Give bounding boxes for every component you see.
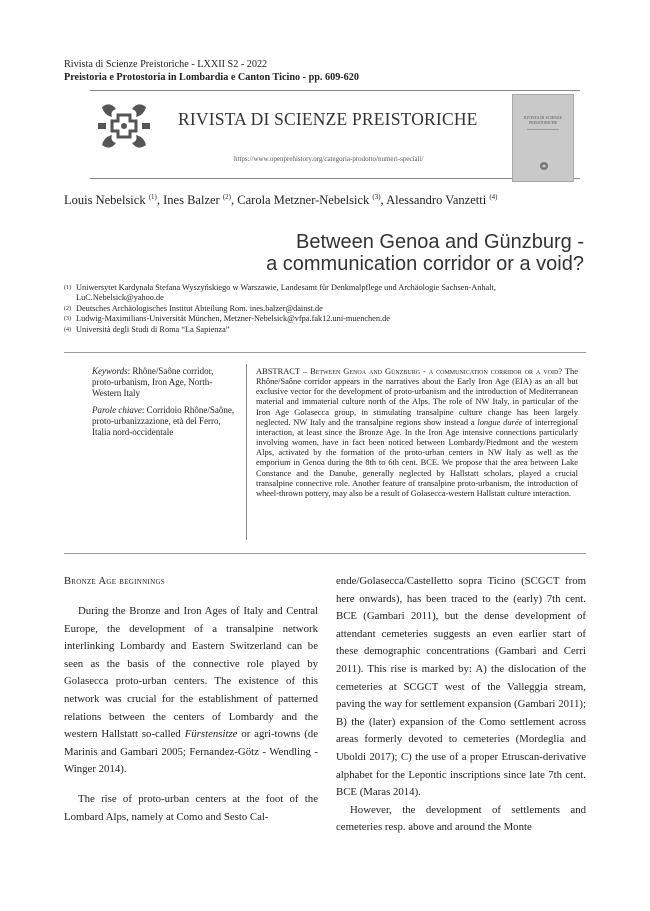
journal-cover-thumbnail bbox=[512, 94, 574, 182]
keywords-block bbox=[92, 366, 236, 445]
affiliation-item: (4) Università degli Studi di Roma “La Sapienza” bbox=[64, 324, 230, 334]
keywords-it: Parole chiave: Corridoio Rhône/Saône, proto-urbanizzazione, età del Ferro, Italia nord-occidentale bbox=[92, 405, 235, 438]
article-title-line: Between Genoa and Günzburg - bbox=[296, 231, 584, 253]
body-paragraph: ende/Golasecca/Castelletto sopra Ticino (SCGCT from here onwards), has been traced to the (early) 7th cent. BCE (Gambari 2011), but the dense development of attendant cemeteries suggests an even earlier start of these demographic concentrations (Gambari and Cerri 2011). This rise is marked by: A) the dislocation of the cemeteries at SCGCT west of the Valleggia stream, paving the way for settlement expansion (Gambari 2011); B) the (later) expansion of the Como settlement across areas formerly devoted to cemeteries (Mordeglia and Uboldi 2017); C) the use of a proper Etruscan-derivative alphabet for the Lepontic inscriptions since late 7th cent. BCE (Maras 2014). bbox=[336, 575, 586, 799]
knot-logo-icon bbox=[96, 101, 152, 151]
abstract-text: ABSTRACT – Between Genoa and Günzburg - a communication corridor or a void? The Rhône/Saône corridor appears in the narratives about the Early Iron Age (EIA) as an all but exclusive vector for the development of proto-urbanism and the introduction of Mediterranean material and immaterial culture north of the Alps. The role of NW Italy, in particular of the Iron Age Golasecca group, in stimulating transalpine culture change has been largely neglected. NW Italy and the transalpine regions show instead a longue durée of interregional interaction, at least since the Bronze Age. In the Iron Age intensive connections particularly involving women, have in fact been noticed between Lombardy/Piedmont and the western Alps, activated by the formation of the proto-urban centers in NW Italy as well as the emporium in Genoa during the 8th to 6th cent. BCE. We propose that the area between Lake Constance and the Danube, generally neglected by Hallstatt scholars, played a crucial transalpine connective role. Another feature of transalpine proto-urbanism, the introduction of wheel-thrown pottery, may also be a result of Golasecca-western Hallstatt culture interaction. bbox=[256, 366, 579, 498]
body-column-right bbox=[336, 573, 586, 837]
author-name: Ines Balzer bbox=[163, 193, 220, 207]
banner-top-rule bbox=[90, 90, 580, 91]
affiliation-item: (3) Ludwig-Maximilians-Universität München, Metzner-Nebelsick@vfpa.fak12.uni-muenchen.de bbox=[64, 314, 390, 324]
affiliation-item: (1) Uniwersytet Kardynała Stefana Wyszyńskiego w Warszawie, Landesamt für Denkmalpflege und Archäologie Sachsen-Anhalt, LuC.Nebelsick@yahoo.de bbox=[64, 283, 496, 303]
author-name: Louis Nebelsick bbox=[64, 193, 146, 207]
author-affil-num: (1) bbox=[148, 193, 157, 201]
banner-bottom-rule bbox=[90, 178, 580, 179]
journal-issue-line: Rivista di Scienze Preistoriche - LXXII S2 - 2022 bbox=[64, 59, 268, 70]
body-paragraph: The rise of proto-urban centers at the foot of the Lombard Alps, namely at Como and Sesto Cal- bbox=[64, 792, 318, 823]
body-paragraph: During the Bronze and Iron Ages of Italy and Central Europe, the development of a transalpine network interlinking Lombardy and Eastern Switzerland can be seen as the basis of the connective role played by Golasecca proto-urban centers. The existence of this network was crucial for the establishment of patterned relations between the centers of Lombardy and the western Hallstatt so-called Fürstensitze or agri-towns (de Marinis and Gambari 2005; Fernandez-Götz - Wendling - Winger 2014). bbox=[64, 605, 318, 776]
author-name: Alessandro Vanzetti bbox=[386, 193, 487, 207]
cover-emblem-icon bbox=[539, 161, 549, 171]
abstract-divider bbox=[246, 364, 247, 540]
abstract-lead: ABSTRACT – Between Genoa and Günzburg - a communication corridor or a void? bbox=[256, 366, 563, 376]
cover-title: RIVISTA DI SCIENZE PREISTORICHE bbox=[524, 115, 562, 125]
article-title-line: a communication corridor or a void? bbox=[266, 253, 584, 275]
author-name: Carola Metzner-Nebelsick bbox=[237, 193, 370, 207]
author-list: Louis Nebelsick $^{(1)}$, Ines Balzer $^{(2)}$, Carola Metzner-Nebelsick $^{(3)}$, Alessandro Vanzetti $^{(4)}$ bbox=[64, 193, 498, 207]
section-heading: Bronze Age beginnings bbox=[64, 576, 165, 587]
author-affil-num: (4) bbox=[489, 193, 498, 201]
body-paragraph: However, the development of settlements and cemeteries resp. above and around the Monte bbox=[336, 803, 586, 834]
abstract-bottom-rule bbox=[64, 553, 586, 554]
journal-series-line: Preistoria e Protostoria in Lombardia e Canton Ticino - pp. 609-620 bbox=[64, 72, 359, 83]
article-title bbox=[266, 231, 584, 275]
cover-rule bbox=[527, 129, 559, 130]
author-affil-num: (2) bbox=[222, 193, 232, 201]
banner-journal-title: RIVISTA DI SCIENZE PREISTORICHE bbox=[178, 109, 478, 129]
abstract-top-rule bbox=[64, 352, 586, 353]
author-affil-num: (3) bbox=[372, 193, 381, 201]
body-column-left bbox=[64, 603, 318, 826]
affiliation-list bbox=[64, 283, 584, 335]
keywords-en: Keywords: Rhône/Saône corridor, proto-urbanism, Iron Age, North-Western Italy bbox=[92, 366, 214, 399]
banner-url-link[interactable]: https://www.openprehistory.org/categoria-prodotto/numeri-speciali/ bbox=[234, 155, 424, 163]
affiliation-item: (2) Deutsches Archäologisches Institut Abteilung Rom. ines.balzer@dainst.de bbox=[64, 303, 323, 313]
